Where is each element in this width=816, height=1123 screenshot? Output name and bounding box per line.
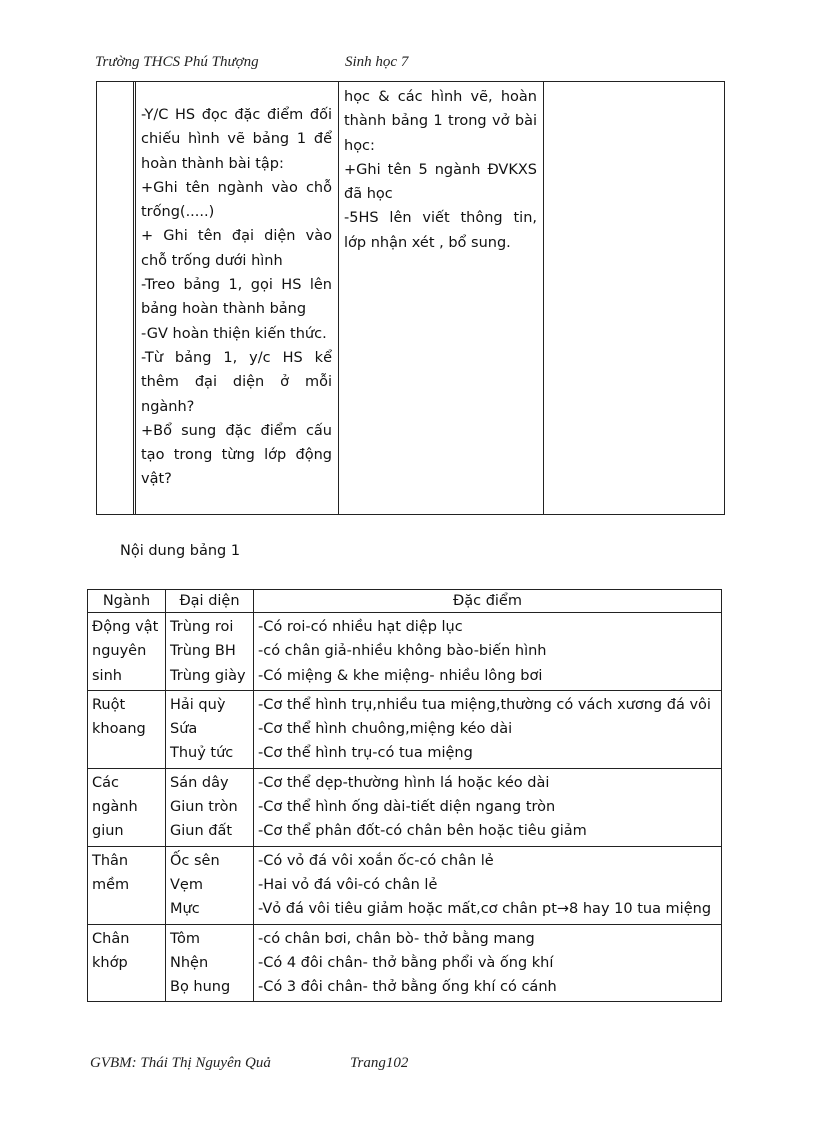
characteristic: -Có roi-có nhiều hạt diệp lục bbox=[258, 619, 463, 635]
teacher-line: +Ghi tên ngành vào chỗ trống(.....) bbox=[141, 179, 332, 221]
characteristics-cell bbox=[254, 846, 722, 924]
footer-teacher: GVBM: Thái Thị Nguyên Quả bbox=[90, 1055, 271, 1071]
representative: Sán dây bbox=[170, 774, 229, 791]
table-caption: Nội dung bảng 1 bbox=[120, 543, 241, 559]
representative: Nhện bbox=[170, 954, 209, 971]
table-header-row bbox=[88, 590, 722, 613]
representative-cell bbox=[166, 924, 254, 1002]
representative: Bọ hung bbox=[170, 979, 231, 996]
characteristic: -Cơ thể hình chuông,miệng kéo dài bbox=[258, 721, 513, 738]
representative: Trùng roi bbox=[170, 619, 234, 635]
activity-col-blank bbox=[97, 82, 136, 515]
representative-cell bbox=[166, 846, 254, 924]
table-row bbox=[88, 690, 722, 768]
characteristic: -Hai vỏ đá vôi-có chân lẻ bbox=[258, 876, 438, 893]
characteristic: -Cơ thể hình trụ,nhiều tua miệng,thường có vách xương đá vôi bbox=[258, 696, 711, 713]
activity-table bbox=[96, 81, 725, 515]
characteristic: -Cơ thể phân đốt-có chân bên hoặc tiêu giảm bbox=[258, 823, 587, 840]
representative: Trùng BH bbox=[170, 643, 236, 660]
teacher-line: -Treo bảng 1, gọi HS lên bảng hoàn thành bảng bbox=[141, 277, 332, 318]
phylum-cell: Thân mềm bbox=[88, 846, 166, 924]
representative-cell bbox=[166, 768, 254, 846]
representative: Mực bbox=[170, 901, 200, 918]
notes-cell bbox=[544, 82, 725, 515]
characteristic: -Có 3 đôi chân- thở bằng ống khí có cánh bbox=[258, 979, 557, 996]
phylum-cell: Động vật nguyên sinh bbox=[88, 613, 166, 691]
teacher-line: -Từ bảng 1, y/c HS kể thêm đại diện ở mỗi ngành? bbox=[141, 349, 332, 415]
header-phylum: Ngành bbox=[88, 590, 166, 613]
representative: Giun tròn bbox=[170, 799, 238, 816]
characteristic: -có chân bơi, chân bò- thở bằng mang bbox=[258, 930, 535, 947]
characteristic: -Cơ thể hình ống dài-tiết diện ngang tròn bbox=[258, 799, 556, 816]
characteristics-cell bbox=[254, 768, 722, 846]
phylum-cell: Các ngành giun bbox=[88, 768, 166, 846]
characteristics-cell bbox=[254, 613, 722, 691]
header-subject: Sinh học 7 bbox=[345, 54, 409, 70]
header-representative: Đại diện bbox=[166, 590, 254, 613]
content-table bbox=[87, 589, 722, 1002]
representative: Thuỷ tức bbox=[170, 745, 234, 762]
table-row bbox=[88, 924, 722, 1002]
representative-cell bbox=[166, 690, 254, 768]
characteristic: -Có miệng & khe miệng- nhiều lông bơi bbox=[258, 667, 543, 684]
representative: Vẹm bbox=[170, 876, 203, 893]
student-activity-cell bbox=[339, 82, 544, 515]
teacher-line: + Ghi tên đại diện vào chỗ trống dưới hình bbox=[141, 228, 332, 269]
characteristics-cell bbox=[254, 924, 722, 1002]
representative: Hải quỳ bbox=[170, 696, 226, 713]
characteristic: -Cơ thể dẹp-thường hình lá hoặc kéo dài bbox=[258, 774, 550, 791]
representative: Giun đất bbox=[170, 823, 233, 840]
student-line: +Ghi tên 5 ngành ĐVKXS đã học bbox=[344, 161, 537, 203]
phylum-cell: Chân khớp bbox=[88, 924, 166, 1002]
representative: Sứa bbox=[170, 721, 198, 738]
representative: Trùng giày bbox=[170, 667, 246, 684]
teacher-line: -Y/C HS đọc đặc điểm đối chiếu hình vẽ bảng 1 để hoàn thành bài tập: bbox=[141, 107, 332, 172]
characteristic: -Có vỏ đá vôi xoắn ốc-có chân lẻ bbox=[258, 852, 494, 869]
header-characteristics: Đặc điểm bbox=[254, 590, 722, 613]
footer-page: Trang102 bbox=[350, 1055, 409, 1071]
column-divider bbox=[133, 81, 134, 515]
phylum-cell: Ruột khoang bbox=[88, 690, 166, 768]
table-row bbox=[88, 846, 722, 924]
teacher-activity-cell bbox=[136, 82, 339, 515]
characteristic: -Cơ thể hình trụ-có tua miệng bbox=[258, 745, 473, 762]
table-row bbox=[88, 768, 722, 846]
teacher-line: +Bổ sung đặc điểm cấu tạo trong từng lớp động vật? bbox=[141, 422, 332, 488]
representative-cell bbox=[166, 613, 254, 691]
student-line: học & các hình vẽ, hoàn thành bảng 1 trong vở bài học: bbox=[344, 89, 537, 154]
characteristics-cell bbox=[254, 690, 722, 768]
table-row bbox=[88, 613, 722, 691]
representative: Ốc sên bbox=[170, 852, 220, 869]
student-line: -5HS lên viết thông tin, lớp nhận xét , bổ sung. bbox=[344, 210, 537, 251]
characteristic: -Vỏ đá vôi tiêu giảm hoặc mất,cơ chân pt→8 hay 10 tua miệng bbox=[258, 901, 712, 918]
teacher-line: -GV hoàn thiện kiến thức. bbox=[141, 325, 327, 342]
characteristic: -Có 4 đôi chân- thở bằng phổi và ống khí bbox=[258, 954, 554, 971]
representative: Tôm bbox=[170, 930, 200, 947]
characteristic: -có chân giả-nhiều không bào-biến hình bbox=[258, 643, 547, 660]
header-school: Trường THCS Phú Thượng bbox=[95, 54, 259, 70]
